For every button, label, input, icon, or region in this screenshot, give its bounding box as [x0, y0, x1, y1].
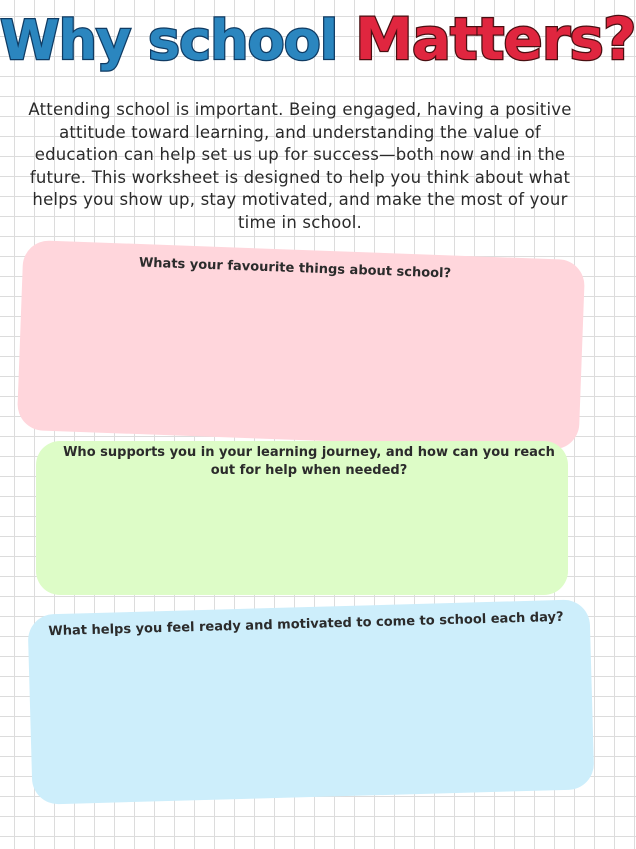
question-motivation: What helps you feel ready and motivated to come to school each day? — [48, 609, 564, 640]
intro-paragraph: Attending school is important. Being engaged, having a positive attitude toward learning, and understanding the value of education can help set us up for success—both now and in the future. This worksheet is designed to help you think about what helps you show up, stay motivated, and make the most of your time in school. — [28, 100, 572, 232]
question-supports: Who supports you in your learning journey, and how can you reach out for help when needed? — [63, 445, 555, 478]
question-favourite-things: Whats your favourite things about school? — [138, 255, 452, 282]
title-part-why-school: Why school — [0, 9, 338, 72]
title-part-matters: Matters? — [355, 5, 636, 73]
worksheet-title — [0, 5, 636, 73]
